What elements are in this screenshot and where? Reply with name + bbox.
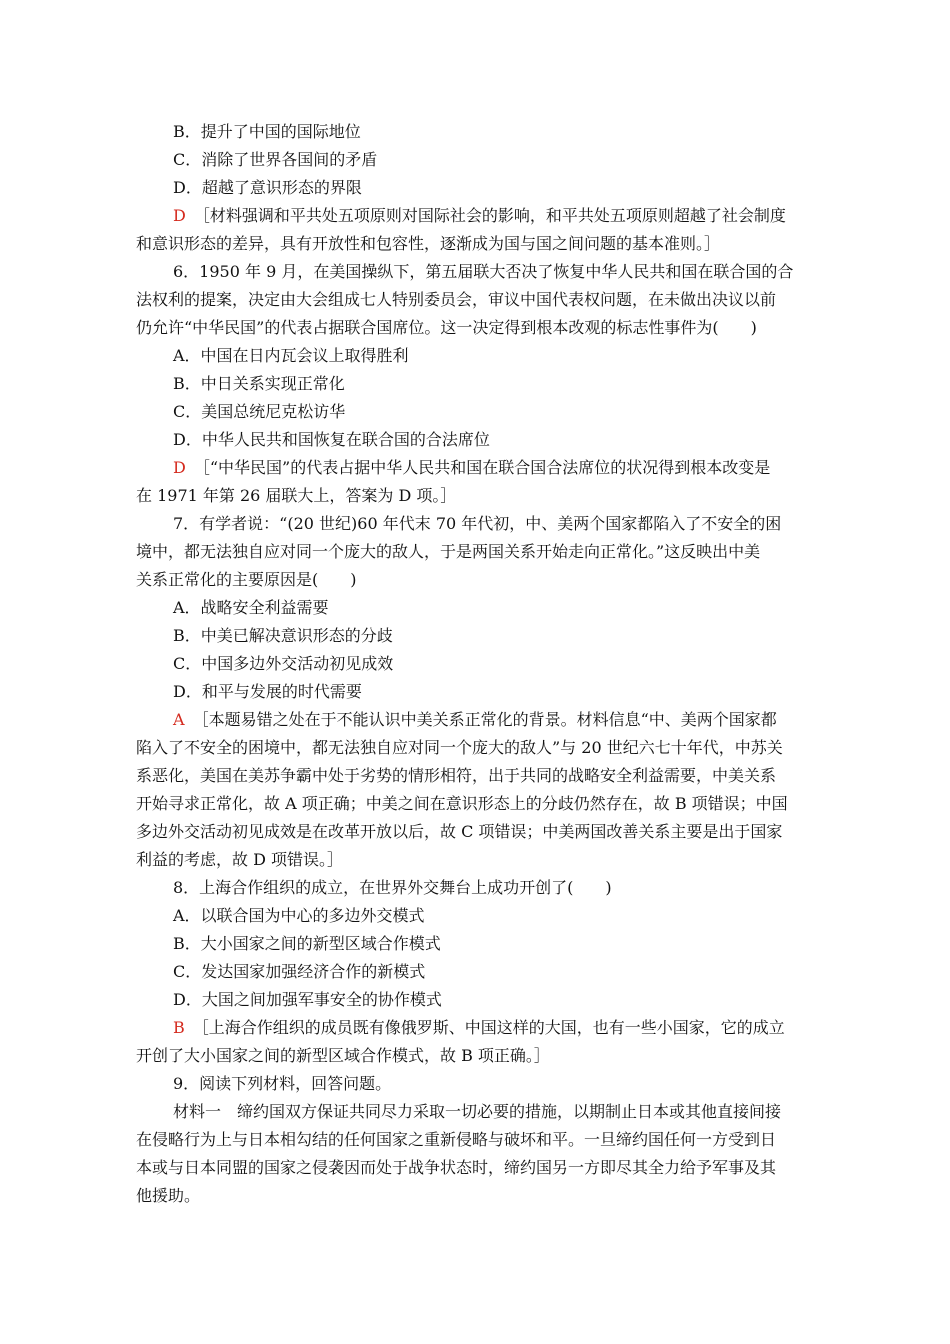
q6-explanation: ［“中华民国”的代表占据中华人民共和国在联合国合法席位的状况得到根本改变是: [201, 458, 771, 477]
q6-option-d: D．中华人民共和国恢复在联合国的合法席位: [173, 430, 490, 449]
q5-explanation-cont: 和意识形态的差异，具有开放性和包容性，逐渐成为国与国之间问题的基本准则。］: [136, 234, 721, 253]
q8-answer-line: [136, 1014, 818, 1042]
q7-option-b: B．中美已解决意识形态的分歧: [173, 626, 393, 645]
q6-answer-line: [136, 454, 818, 482]
q6-stem-cont: 法权利的提案，决定由大会组成七人特别委员会，审议中国代表权问题，在未做出决议以前: [136, 290, 777, 309]
q5-answer-letter: D: [173, 206, 186, 225]
q8-option-d: D．大国之间加强军事安全的协作模式: [173, 990, 442, 1009]
q7-explanation: ［本题易错之处在于不能认识中美关系正常化的背景。材料信息“中、美两个国家都: [200, 710, 777, 729]
q7-explanation-cont: 利益的考虑，故 D 项错误。］: [136, 850, 344, 869]
q8-stem: 8．上海合作组织的成立，在世界外交舞台上成功开创了( ): [173, 878, 612, 897]
q8-answer-letter: B: [173, 1018, 185, 1037]
q6-stem: 6．1950 年 9 月，在美国操纵下，第五届联大否决了恢复中华人民共和国在联合国的合: [173, 262, 794, 281]
q8-explanation-cont: 开创了大小国家之间的新型区域合作模式，故 B 项正确。］: [136, 1046, 550, 1065]
q7-stem-cont: 关系正常化的主要原因是( ): [136, 570, 357, 589]
q7-explanation-cont: 多边外交活动初见成效是在改革开放以后，故 C 项错误；中美两国改善关系主要是出于国家: [136, 822, 783, 841]
q9-material-1-cont: 在侵略行为上与日本相勾结的任何国家之重新侵略与破坏和平。一旦缔约国任何一方受到日: [136, 1130, 777, 1149]
q6-option-c: C．美国总统尼克松访华: [173, 402, 346, 421]
q7-option-c: C．中国多边外交活动初见成效: [173, 654, 394, 673]
q6-option-b: B．中日关系实现正常化: [173, 374, 345, 393]
q6-stem-cont: 仍允许“中华民国”的代表占据联合国席位。这一决定得到根本改观的标志性事件为( ): [136, 318, 757, 337]
q7-answer-line: [136, 706, 818, 734]
q8-option-c: C．发达国家加强经济合作的新模式: [173, 962, 426, 981]
q6-explanation-cont: 在 1971 年第 26 届联大上，答案为 D 项。］: [136, 486, 457, 505]
q7-stem: 7．有学者说：“(20 世纪)60 年代末 70 年代初，中、美两个国家都陷入了不安全的困: [173, 514, 782, 533]
q7-explanation-cont: 陷入了不安全的困境中，都无法独自应对同一个庞大的敌人”与 20 世纪六七十年代，中苏关: [136, 738, 783, 757]
q7-explanation-cont: 系恶化，美国在美苏争霸中处于劣势的情形相符，出于共同的战略安全利益需要，中美关系: [136, 766, 777, 785]
q8-option-a: A．以联合国为中心的多边外交模式: [173, 906, 425, 925]
q5-option-d: D．超越了意识形态的界限: [173, 178, 362, 197]
q7-stem-cont: 境中，都无法独自应对同一个庞大的敌人，于是两国关系开始走向正常化。”这反映出中美: [136, 542, 761, 561]
q9-material-1: 材料一 缔约国双方保证共同尽力采取一切必要的措施，以期制止日本或其他直接间接: [173, 1102, 782, 1121]
q7-option-d: D．和平与发展的时代需要: [173, 682, 362, 701]
q8-explanation: ［上海合作组织的成员既有像俄罗斯、中国这样的大国，也有一些小国家，它的成立: [200, 1018, 785, 1037]
document-page: [136, 118, 818, 1210]
q9-material-1-cont: 本或与日本同盟的国家之侵袭因而处于战争状态时，缔约国另一方即尽其全力给予军事及其: [136, 1158, 777, 1177]
q6-option-a: A．中国在日内瓦会议上取得胜利: [173, 346, 409, 365]
q5-answer-line: [136, 202, 818, 230]
q7-answer-letter: A: [173, 710, 185, 729]
q5-option-b: B．提升了中国的国际地位: [173, 122, 361, 141]
q7-explanation-cont: 开始寻求正常化，故 A 项正确；中美之间在意识形态上的分歧仍然存在，故 B 项错误；中国: [136, 794, 788, 813]
q7-option-a: A．战略安全利益需要: [173, 598, 329, 617]
q6-answer-letter: D: [173, 458, 186, 477]
q9-stem: 9．阅读下列材料，回答问题。: [173, 1074, 392, 1093]
q8-option-b: B．大小国家之间的新型区域合作模式: [173, 934, 441, 953]
q9-material-1-cont: 他援助。: [136, 1186, 201, 1205]
q5-explanation: ［材料强调和平共处五项原则对国际社会的影响，和平共处五项原则超越了社会制度: [201, 206, 786, 225]
q5-option-c: C．消除了世界各国间的矛盾: [173, 150, 378, 169]
